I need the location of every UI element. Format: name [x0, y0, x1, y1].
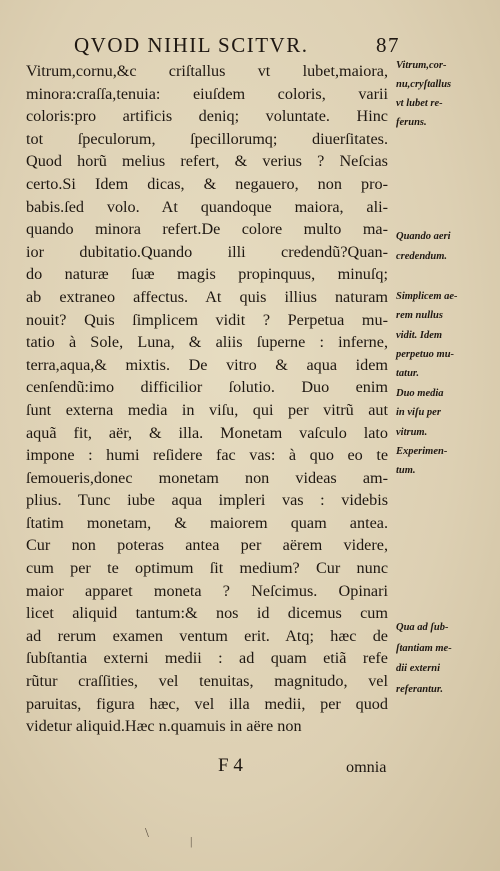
text-line: coloris:pro artificis deniq; voluntate. Hinc — [26, 107, 388, 126]
text-line: certo.Si Idem dicas, & negauero, non pro- — [26, 174, 388, 193]
running-title: QVOD NIHIL SCITVR. — [74, 33, 309, 57]
margin-note: vitrum. — [396, 427, 428, 438]
margin-note: Qua ad ſub- — [396, 622, 449, 633]
text-line: videtur aliquid.Hæc n.quamuis in aëre non — [26, 717, 302, 736]
text-line: ſemoueris,donec monetam non videas am- — [26, 468, 388, 487]
signature-mark: F 4 — [218, 755, 243, 776]
text-line: Quod horũ melius refert, & verius ? Neſcias — [26, 152, 388, 171]
text-line: ſunt externa media in viſu, qui per vitrũ aut — [26, 400, 388, 419]
margin-note: Experimen- — [396, 446, 448, 457]
text-line: tatio à Sole, Luna, & aliis ſuperne : inferne, — [26, 333, 388, 352]
text-line: ior dubitatio.Quando illi credendũ?Quan- — [26, 242, 388, 261]
text-line: ſtatim monetam, & maiorem quam antea. — [26, 513, 388, 532]
text-line: do naturæ ſuæ magis propinquus, minuſq; — [26, 265, 388, 284]
running-head — [74, 33, 400, 58]
margin-note: rem nullus — [396, 310, 443, 321]
text-line: ad rerum examen ventum erit. Atq; hæc de — [26, 626, 388, 645]
margin-note: tum. — [396, 465, 416, 476]
page-number: 87 — [376, 33, 400, 57]
text-line: ab extraneo affectus. At quis illius naturam — [26, 287, 388, 306]
main-text-block — [26, 60, 388, 738]
text-line: aquã fit, aër, & illa. Monetam vaſculo lato — [26, 423, 388, 442]
text-line: ſubſtantia externi medii : ad quam etiã refe — [26, 649, 388, 668]
text-line: babis.ſed volo. At quandoque maiora, ali- — [26, 197, 388, 216]
text-line: cum per te optimum ſit medium? Cur nunc — [26, 559, 388, 578]
margin-note: in viſu per — [396, 407, 441, 418]
text-line: terra,aqua,& mixtis. De vitro & aqua idem — [26, 355, 388, 374]
margin-note: ſtantiam me- — [396, 643, 452, 654]
stray-mark: \ — [145, 826, 149, 841]
text-line: plius. Tunc iube aqua impleri vas : videbis — [26, 491, 388, 510]
text-line: cenſendũ:imo difficilior ſolutio. Duo enim — [26, 378, 388, 397]
text-line: paruitas, figura hæc, vel illa medii, per quod — [26, 694, 388, 713]
margin-note: Vitrum,cor- — [396, 60, 447, 71]
text-line: impone : humi reſidere fac vas: à quo eo te — [26, 446, 388, 465]
margin-note: Duo media — [396, 388, 444, 399]
margin-note: Simplicem ae- — [396, 291, 458, 302]
text-line: Vitrum,cornu,&c criſtallus vt lubet,maiora, — [26, 62, 388, 80]
catchword: omnia — [346, 758, 387, 776]
text-line: rũtur craſſities, vel tenuitas, magnitudo, vel — [26, 672, 388, 691]
margin-note: referantur. — [396, 684, 443, 695]
margin-note: feruns. — [396, 117, 427, 128]
text-line: quando minora refert.De colore multo ma- — [26, 220, 388, 239]
text-line: tot ſpeculorum, ſpecillorumq; diuerſitates. — [26, 129, 388, 148]
margin-note: dii externi — [396, 663, 441, 674]
text-line: nouit? Quis ſimplicem vidit ? Perpetua mu- — [26, 310, 388, 329]
margin-note: perpetuo mu- — [396, 349, 455, 360]
text-line: licet aliquid tantum:& nos id dicemus cum — [26, 604, 388, 623]
margin-note: Quando aeri — [396, 231, 451, 242]
margin-note: tatur. — [396, 368, 420, 379]
text-line: Cur non poteras antea per aërem videre, — [26, 536, 388, 555]
margin-note: credendum. — [396, 251, 448, 262]
margin-note: vt lubet re- — [396, 98, 443, 109]
text-line: minora:craſſa,tenuia: eiuſdem coloris, varii — [26, 84, 388, 103]
margin-note: vidit. Idem — [396, 330, 443, 341]
text-line: maior apparet moneta ? Neſcimus. Opinari — [26, 581, 388, 600]
page-footer — [0, 755, 500, 785]
stray-mark: | — [190, 834, 193, 848]
margin-note: nu,cryſtallus — [396, 79, 452, 90]
